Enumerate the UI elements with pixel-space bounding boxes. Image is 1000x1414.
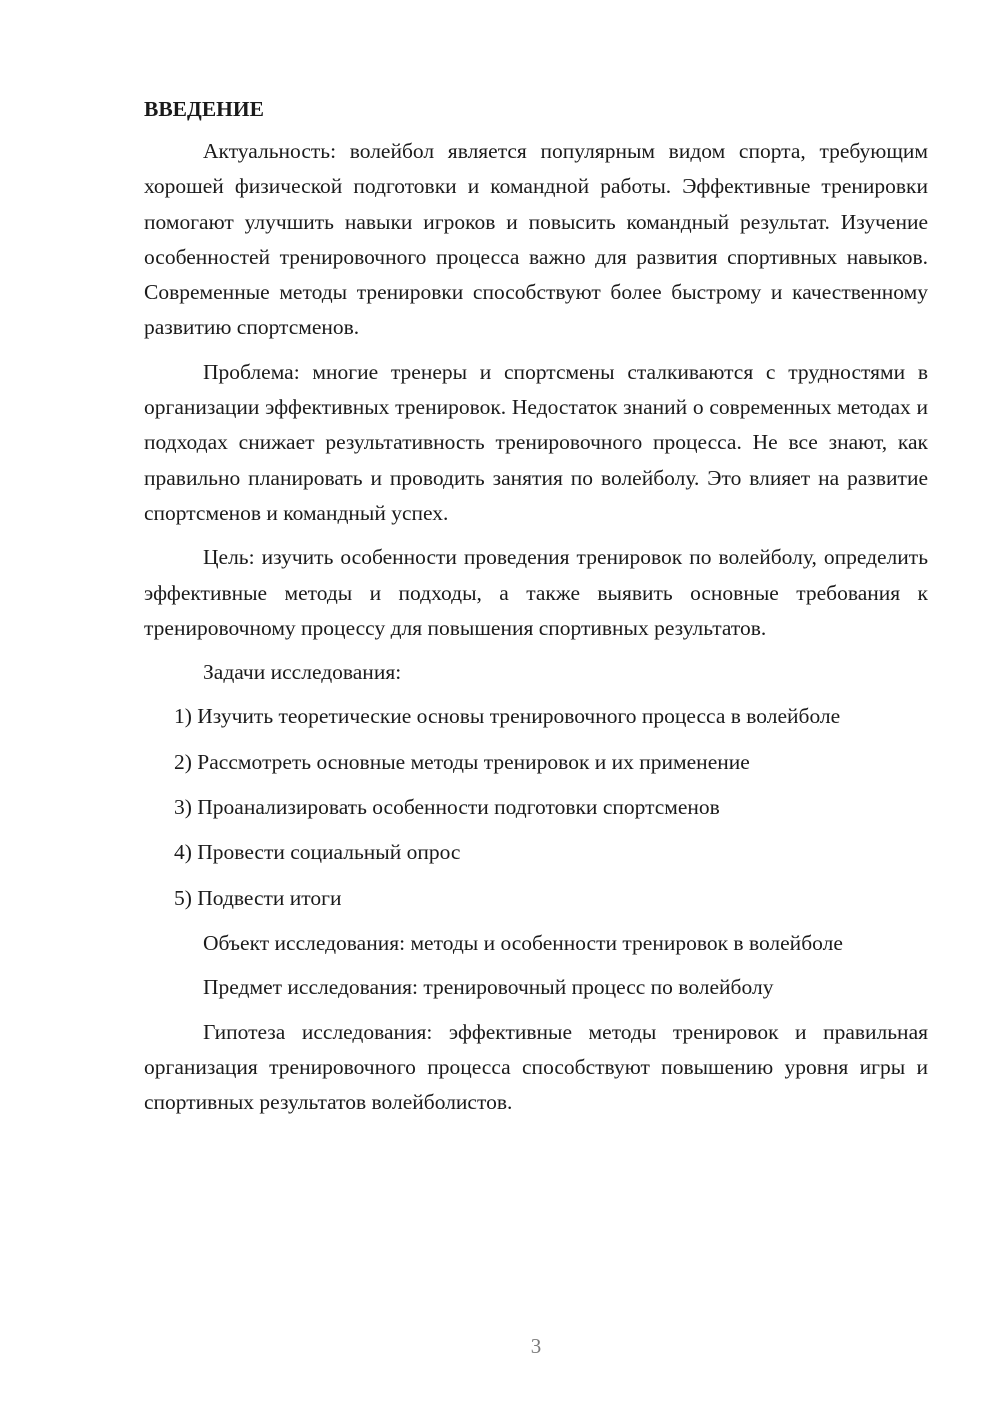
task-item-4: 4) Провести социальный опрос [174, 840, 461, 865]
tasks-heading: Задачи исследования: [203, 660, 402, 685]
task-item-1: 1) Изучить теоретические основы тренировочного процесса в волейболе [174, 704, 841, 729]
page-number: 3 [530, 1334, 542, 1358]
page-content [144, 92, 928, 1120]
task-item-3: 3) Проанализировать особенности подготовки спортсменов [174, 795, 720, 820]
paragraph-subject: Предмет исследования: тренировочный процесс по волейболу [203, 975, 774, 1000]
task-item-2: 2) Рассмотреть основные методы тренировок и их применение [174, 749, 750, 774]
paragraph-object: Объект исследования: методы и особенности тренировок в волейболе [203, 930, 843, 955]
paragraph-goal: Цель: изучить особенности проведения тренировок по волейболу, определить эффективные методы и подходы, а также выявить основные требования к тренировочному процессу для повышения спортивных результатов. [144, 545, 928, 640]
task-item-5: 5) Подвести итоги [174, 885, 342, 910]
paragraph-hypothesis: Гипотеза исследования: эффективные методы тренировок и правильная организация тренировочного процесса способствуют повышению уровня игры и спортивных результатов волейболистов. [144, 1019, 928, 1115]
section-title: ВВЕДЕНИЕ [144, 97, 264, 121]
paragraph-relevance: Актуальность: волейбол является популярным видом спорта, требующим хорошей физической подготовки и командной работы. Эффективные тренировки помогают улучшить навыки игроков и повысить командный результат. Изучение особенностей тренировочного процесса важно для развития спортивных навыков. Современные методы тренировки способствуют более быстрому и качественному развитию спортсменов. [144, 139, 928, 340]
paragraph-problem: Проблема: многие тренеры и спортсмены сталкиваются с трудностями в организации эффективных тренировок. Недостаток знаний о современных методах и подходах снижает результативность тренировочного процесса. Не все знают, как правильно планировать и проводить занятия по волейболу. Это влияет на развитие спортсменов и командный успех. [144, 359, 928, 525]
